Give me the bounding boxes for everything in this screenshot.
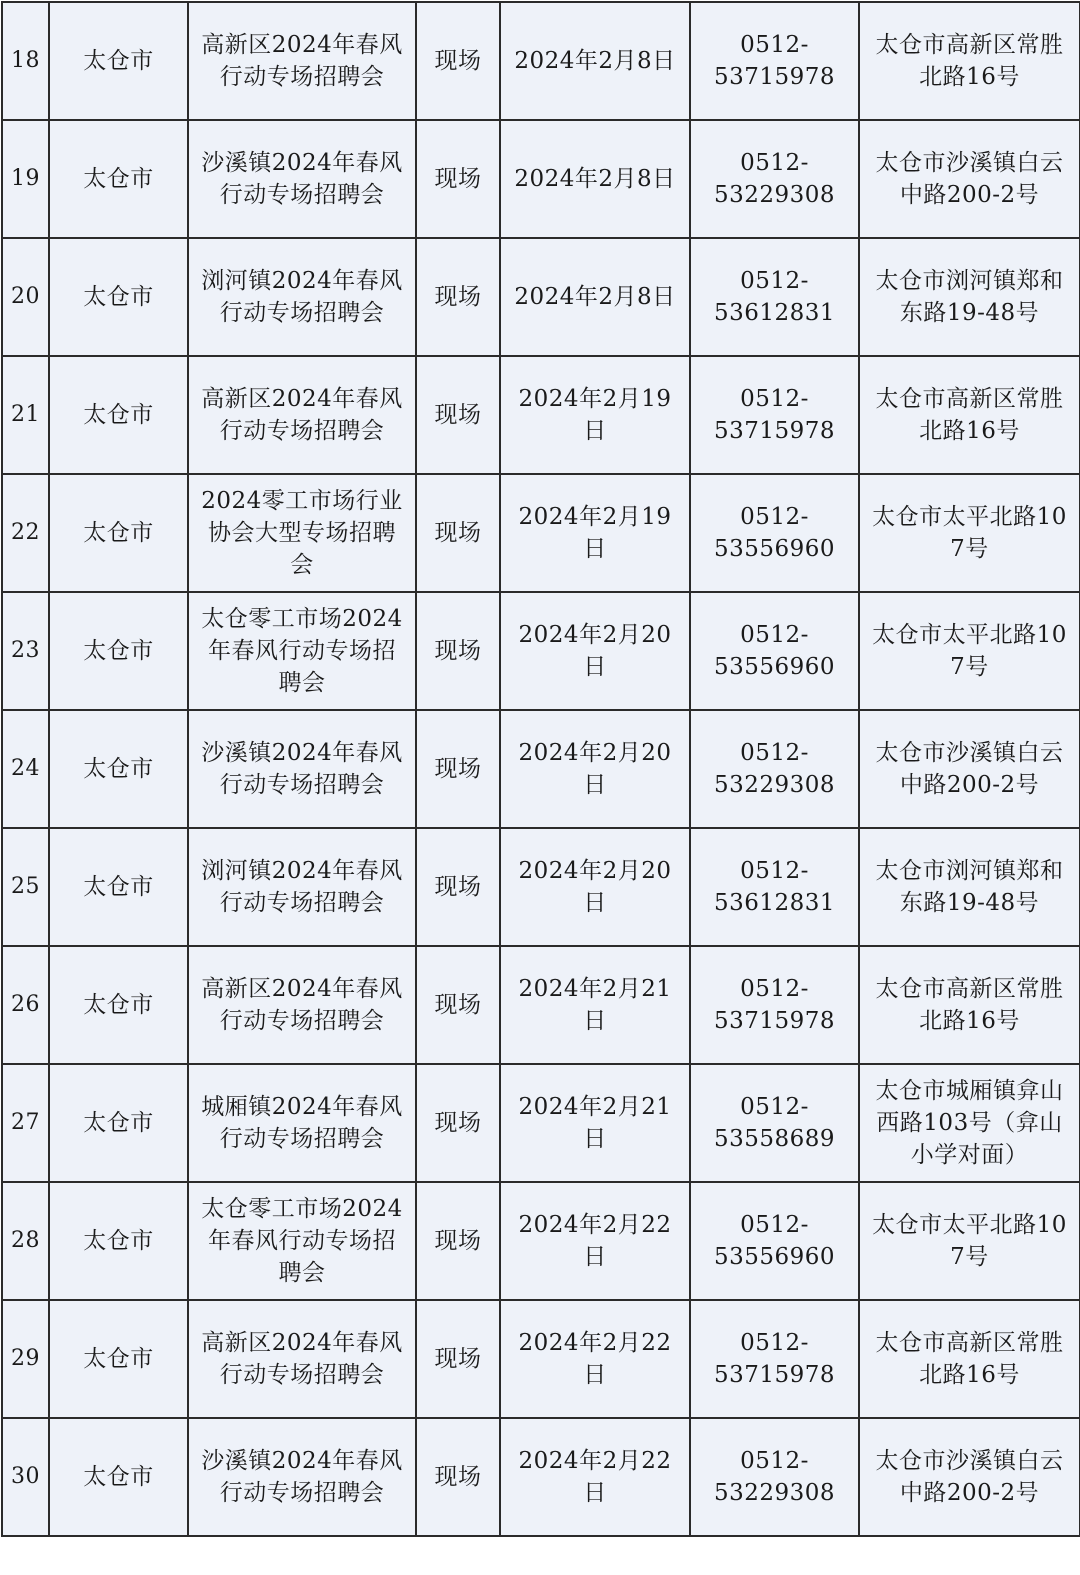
date-cell: 2024年2月22日 [500, 1300, 690, 1418]
city-cell: 太仓市 [49, 120, 188, 238]
event-type-cell: 现场 [416, 2, 500, 120]
phone-area-code: 0512- [740, 268, 809, 294]
table-row [2, 592, 1080, 710]
row-number: 23 [2, 592, 49, 710]
city-cell: 太仓市 [49, 1418, 188, 1536]
event-type-cell: 现场 [416, 120, 500, 238]
phone-area-code: 0512- [740, 622, 809, 648]
event-name-cell: 2024零工市场行业协会大型专场招聘会 [188, 474, 416, 592]
event-name-cell: 太仓零工市场2024年春风行动专场招聘会 [188, 592, 416, 710]
row-number: 27 [2, 1064, 49, 1182]
phone-area-code: 0512- [740, 1212, 809, 1238]
phone-cell [690, 1182, 859, 1300]
phone-cell [690, 356, 859, 474]
phone-cell [690, 1064, 859, 1182]
address-cell: 太仓市高新区常胜北路16号 [859, 1300, 1080, 1418]
date-cell: 2024年2月8日 [500, 238, 690, 356]
date-cell: 2024年2月21日 [500, 1064, 690, 1182]
date-cell: 2024年2月8日 [500, 120, 690, 238]
phone-cell [690, 710, 859, 828]
event-name-cell: 沙溪镇2024年春风行动专场招聘会 [188, 710, 416, 828]
phone-area-code: 0512- [740, 504, 809, 530]
date-cell: 2024年2月22日 [500, 1182, 690, 1300]
row-number: 29 [2, 1300, 49, 1418]
date-cell: 2024年2月19日 [500, 474, 690, 592]
row-number: 30 [2, 1418, 49, 1536]
row-number: 25 [2, 828, 49, 946]
city-cell: 太仓市 [49, 592, 188, 710]
address-cell: 太仓市高新区常胜北路16号 [859, 2, 1080, 120]
city-cell: 太仓市 [49, 828, 188, 946]
event-name-cell: 城厢镇2024年春风行动专场招聘会 [188, 1064, 416, 1182]
phone-number: 53229308 [713, 1480, 836, 1506]
date-cell: 2024年2月8日 [500, 2, 690, 120]
phone-number: 53556960 [713, 536, 836, 562]
address-cell: 太仓市高新区常胜北路16号 [859, 946, 1080, 1064]
phone-area-code: 0512- [740, 740, 809, 766]
phone-cell [690, 1300, 859, 1418]
table-row [2, 238, 1080, 356]
table-row [2, 710, 1080, 828]
row-number: 22 [2, 474, 49, 592]
event-type-cell: 现场 [416, 1418, 500, 1536]
job-fair-table [1, 1, 1080, 1537]
city-cell: 太仓市 [49, 238, 188, 356]
event-type-cell: 现场 [416, 828, 500, 946]
phone-cell [690, 1418, 859, 1536]
phone-cell [690, 946, 859, 1064]
city-cell: 太仓市 [49, 946, 188, 1064]
event-type-cell: 现场 [416, 710, 500, 828]
phone-cell [690, 2, 859, 120]
phone-area-code: 0512- [740, 1094, 809, 1120]
address-cell: 太仓市沙溪镇白云中路200-2号 [859, 120, 1080, 238]
event-type-cell: 现场 [416, 356, 500, 474]
address-cell: 太仓市沙溪镇白云中路200-2号 [859, 710, 1080, 828]
event-name-cell: 高新区2024年春风行动专场招聘会 [188, 356, 416, 474]
table-row [2, 1418, 1080, 1536]
row-number: 21 [2, 356, 49, 474]
address-cell: 太仓市太平北路107号 [859, 1182, 1080, 1300]
row-number: 24 [2, 710, 49, 828]
table-row [2, 1300, 1080, 1418]
phone-number: 53612831 [713, 890, 836, 916]
phone-area-code: 0512- [740, 858, 809, 884]
phone-cell [690, 828, 859, 946]
event-name-cell: 高新区2024年春风行动专场招聘会 [188, 1300, 416, 1418]
phone-number: 53715978 [713, 64, 836, 90]
phone-number: 53715978 [713, 418, 836, 444]
event-type-cell: 现场 [416, 1300, 500, 1418]
phone-number: 53556960 [713, 1244, 836, 1270]
phone-cell [690, 592, 859, 710]
row-number: 26 [2, 946, 49, 1064]
date-cell: 2024年2月20日 [500, 710, 690, 828]
address-cell: 太仓市太平北路107号 [859, 474, 1080, 592]
row-number: 20 [2, 238, 49, 356]
event-type-cell: 现场 [416, 474, 500, 592]
phone-number: 53558689 [713, 1126, 836, 1152]
address-cell: 太仓市高新区常胜北路16号 [859, 356, 1080, 474]
event-name-cell: 沙溪镇2024年春风行动专场招聘会 [188, 120, 416, 238]
event-name-cell: 太仓零工市场2024年春风行动专场招聘会 [188, 1182, 416, 1300]
address-cell: 太仓市浏河镇郑和东路19-48号 [859, 238, 1080, 356]
city-cell: 太仓市 [49, 1300, 188, 1418]
row-number: 28 [2, 1182, 49, 1300]
event-name-cell: 浏河镇2024年春风行动专场招聘会 [188, 828, 416, 946]
phone-area-code: 0512- [740, 32, 809, 58]
city-cell: 太仓市 [49, 474, 188, 592]
phone-number: 53229308 [713, 182, 836, 208]
row-number: 19 [2, 120, 49, 238]
phone-area-code: 0512- [740, 386, 809, 412]
event-type-cell: 现场 [416, 1182, 500, 1300]
date-cell: 2024年2月20日 [500, 828, 690, 946]
event-type-cell: 现场 [416, 946, 500, 1064]
date-cell: 2024年2月21日 [500, 946, 690, 1064]
date-cell: 2024年2月19日 [500, 356, 690, 474]
phone-cell [690, 120, 859, 238]
phone-area-code: 0512- [740, 976, 809, 1002]
event-name-cell: 高新区2024年春风行动专场招聘会 [188, 946, 416, 1064]
event-name-cell: 沙溪镇2024年春风行动专场招聘会 [188, 1418, 416, 1536]
phone-area-code: 0512- [740, 1330, 809, 1356]
city-cell: 太仓市 [49, 1182, 188, 1300]
phone-cell [690, 238, 859, 356]
phone-number: 53229308 [713, 772, 836, 798]
city-cell: 太仓市 [49, 2, 188, 120]
phone-number: 53612831 [713, 300, 836, 326]
table-row [2, 946, 1080, 1064]
table-row [2, 2, 1080, 120]
event-type-cell: 现场 [416, 1064, 500, 1182]
address-cell: 太仓市太平北路107号 [859, 592, 1080, 710]
city-cell: 太仓市 [49, 1064, 188, 1182]
phone-cell [690, 474, 859, 592]
date-cell: 2024年2月22日 [500, 1418, 690, 1536]
row-number: 18 [2, 2, 49, 120]
table-row [2, 828, 1080, 946]
phone-area-code: 0512- [740, 1448, 809, 1474]
event-type-cell: 现场 [416, 592, 500, 710]
event-name-cell: 高新区2024年春风行动专场招聘会 [188, 2, 416, 120]
phone-number: 53556960 [713, 654, 836, 680]
table-row [2, 120, 1080, 238]
address-cell: 太仓市沙溪镇白云中路200-2号 [859, 1418, 1080, 1536]
phone-number: 53715978 [713, 1362, 836, 1388]
city-cell: 太仓市 [49, 710, 188, 828]
address-cell: 太仓市浏河镇郑和东路19-48号 [859, 828, 1080, 946]
table-row [2, 474, 1080, 592]
city-cell: 太仓市 [49, 356, 188, 474]
phone-area-code: 0512- [740, 150, 809, 176]
table-row [2, 1064, 1080, 1182]
address-cell: 太仓市城厢镇弇山西路103号（弇山小学对面） [859, 1064, 1080, 1182]
phone-number: 53715978 [713, 1008, 836, 1034]
table-row [2, 356, 1080, 474]
date-cell: 2024年2月20日 [500, 592, 690, 710]
event-type-cell: 现场 [416, 238, 500, 356]
event-name-cell: 浏河镇2024年春风行动专场招聘会 [188, 238, 416, 356]
table-row [2, 1182, 1080, 1300]
table-body [2, 2, 1080, 1536]
